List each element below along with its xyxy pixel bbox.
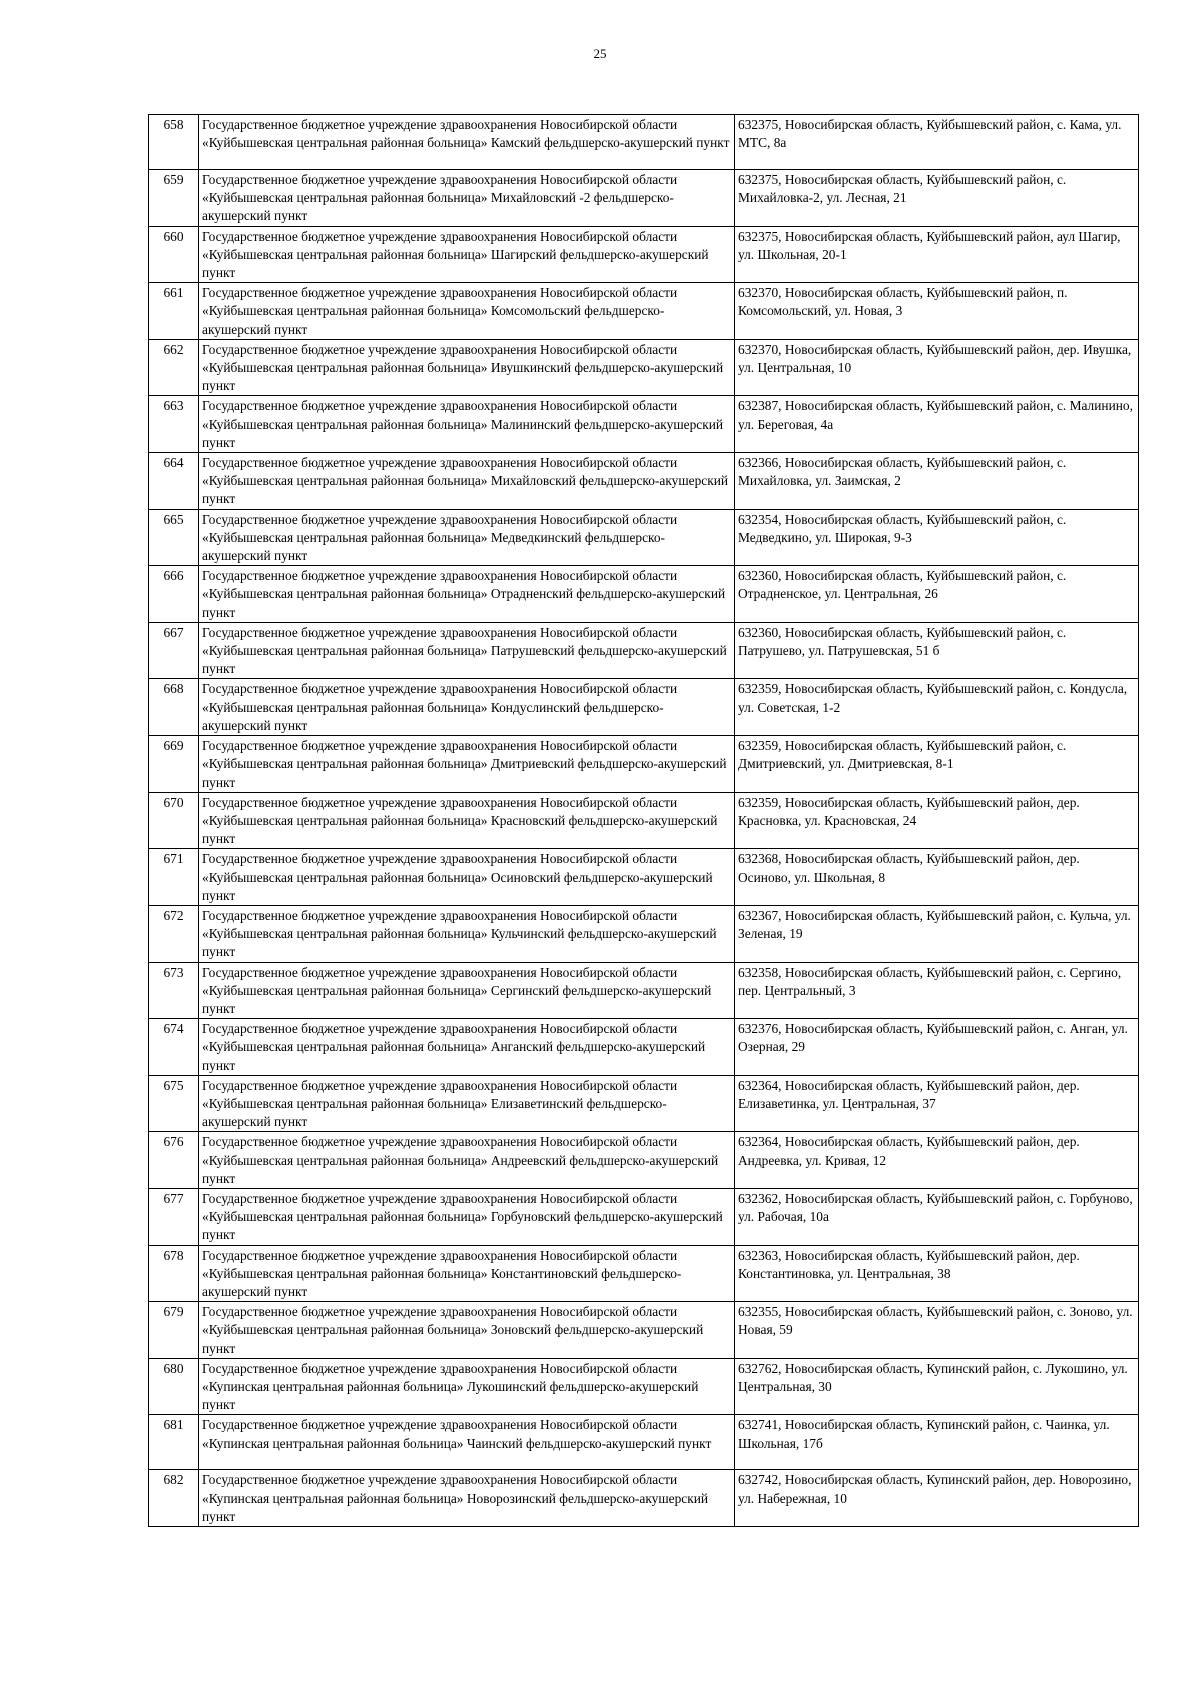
row-number-cell: 678	[149, 1245, 199, 1302]
address-cell: 632367, Новосибирская область, Куйбышевский район, с. Кульча, ул. Зеленая, 19	[735, 905, 1139, 962]
address-cell: 632366, Новосибирская область, Куйбышевский район, с. Михайловка, ул. Заимская, 2	[735, 453, 1139, 510]
institution-name-cell: Государственное бюджетное учреждение здравоохранения Новосибирской области «Куйбышевская центральная районная больница» Сергинский фельдшерско-акушерский пункт	[199, 962, 735, 1019]
row-number-cell: 675	[149, 1075, 199, 1132]
address-cell: 632362, Новосибирская область, Куйбышевский район, с. Горбуново, ул. Рабочая, 10а	[735, 1188, 1139, 1245]
row-number-cell: 681	[149, 1415, 199, 1470]
table-row	[149, 226, 1139, 283]
institution-name-cell: Государственное бюджетное учреждение здравоохранения Новосибирской области «Куйбышевская центральная районная больница» Зоновский фельдшерско-акушерский пункт	[199, 1302, 735, 1359]
row-number-cell: 677	[149, 1188, 199, 1245]
row-number-cell: 659	[149, 170, 199, 227]
institution-name-cell: Государственное бюджетное учреждение здравоохранения Новосибирской области «Куйбышевская центральная районная больница» Ивушкинский фельдшерско-акушерский пункт	[199, 339, 735, 396]
institution-name-cell: Государственное бюджетное учреждение здравоохранения Новосибирской области «Куйбышевская центральная районная больница» Михайловский фельдшерско-акушерский пункт	[199, 453, 735, 510]
institution-name-cell: Государственное бюджетное учреждение здравоохранения Новосибирской области «Купинская центральная районная больница» Лукошинский фельдшерско-акушерский пункт	[199, 1358, 735, 1415]
address-cell: 632376, Новосибирская область, Куйбышевский район, с. Анган, ул. Озерная, 29	[735, 1019, 1139, 1076]
address-cell: 632360, Новосибирская область, Куйбышевский район, с. Отрадненское, ул. Центральная, 26	[735, 566, 1139, 623]
row-number-cell: 669	[149, 736, 199, 793]
institution-name-cell: Государственное бюджетное учреждение здравоохранения Новосибирской области «Куйбышевская центральная районная больница» Горбуновский фельдшерско-акушерский пункт	[199, 1188, 735, 1245]
table-row	[149, 396, 1139, 453]
table-row	[149, 736, 1139, 793]
row-number-cell: 661	[149, 283, 199, 340]
address-cell: 632364, Новосибирская область, Куйбышевский район, дер. Елизаветинка, ул. Центральная, 37	[735, 1075, 1139, 1132]
institution-name-cell: Государственное бюджетное учреждение здравоохранения Новосибирской области «Куйбышевская центральная районная больница» Андреевский фельдшерско-акушерский пункт	[199, 1132, 735, 1189]
institution-name-cell: Государственное бюджетное учреждение здравоохранения Новосибирской области «Куйбышевская центральная районная больница» Константиновский фельдшерско-акушерский пункт	[199, 1245, 735, 1302]
institution-name-cell: Государственное бюджетное учреждение здравоохранения Новосибирской области «Куйбышевская центральная районная больница» Михайловский -2 фельдшерско-акушерский пункт	[199, 170, 735, 227]
table-row	[149, 509, 1139, 566]
row-number-cell: 663	[149, 396, 199, 453]
institution-name-cell: Государственное бюджетное учреждение здравоохранения Новосибирской области «Куйбышевская центральная районная больница» Медведкинский фельдшерско-акушерский пункт	[199, 509, 735, 566]
address-cell: 632358, Новосибирская область, Куйбышевский район, с. Сергино, пер. Центральный, 3	[735, 962, 1139, 1019]
address-cell: 632363, Новосибирская область, Куйбышевский район, дер. Константиновка, ул. Центральная, 38	[735, 1245, 1139, 1302]
table-row	[149, 849, 1139, 906]
table-row	[149, 339, 1139, 396]
table-row	[149, 170, 1139, 227]
address-cell: 632359, Новосибирская область, Куйбышевский район, с. Кондусла, ул. Советская, 1-2	[735, 679, 1139, 736]
address-cell: 632360, Новосибирская область, Куйбышевский район, с. Патрушево, ул. Патрушевская, 51 б	[735, 622, 1139, 679]
address-cell: 632762, Новосибирская область, Купинский район, с. Лукошино, ул. Центральная, 30	[735, 1358, 1139, 1415]
table-body	[149, 115, 1139, 1527]
row-number-cell: 667	[149, 622, 199, 679]
table-row	[149, 962, 1139, 1019]
institution-name-cell: Государственное бюджетное учреждение здравоохранения Новосибирской области «Куйбышевская центральная районная больница» Осиновский фельдшерско-акушерский пункт	[199, 849, 735, 906]
row-number-cell: 666	[149, 566, 199, 623]
table-row	[149, 792, 1139, 849]
row-number-cell: 674	[149, 1019, 199, 1076]
row-number-cell: 672	[149, 905, 199, 962]
institution-name-cell: Государственное бюджетное учреждение здравоохранения Новосибирской области «Куйбышевская центральная районная больница» Малининский фельдшерско-акушерский пункт	[199, 396, 735, 453]
institution-name-cell: Государственное бюджетное учреждение здравоохранения Новосибирской области «Куйбышевская центральная районная больница» Красновский фельдшерско-акушерский пункт	[199, 792, 735, 849]
table-row	[149, 115, 1139, 170]
row-number-cell: 680	[149, 1358, 199, 1415]
table-row	[149, 453, 1139, 510]
row-number-cell: 658	[149, 115, 199, 170]
address-cell: 632741, Новосибирская область, Купинский район, с. Чаинка, ул. Школьная, 17б	[735, 1415, 1139, 1470]
institution-name-cell: Государственное бюджетное учреждение здравоохранения Новосибирской области «Куйбышевская центральная районная больница» Дмитриевский фельдшерско-акушерский пункт	[199, 736, 735, 793]
institution-name-cell: Государственное бюджетное учреждение здравоохранения Новосибирской области «Куйбышевская центральная районная больница» Патрушевский фельдшерско-акушерский пункт	[199, 622, 735, 679]
table-row	[149, 283, 1139, 340]
table-row	[149, 1245, 1139, 1302]
address-cell: 632387, Новосибирская область, Куйбышевский район, с. Малинино, ул. Береговая, 4а	[735, 396, 1139, 453]
table-row	[149, 566, 1139, 623]
row-number-cell: 664	[149, 453, 199, 510]
address-cell: 632354, Новосибирская область, Куйбышевский район, с. Медведкино, ул. Широкая, 9-3	[735, 509, 1139, 566]
table-row	[149, 1302, 1139, 1359]
row-number-cell: 682	[149, 1470, 199, 1527]
institution-name-cell: Государственное бюджетное учреждение здравоохранения Новосибирской области «Куйбышевская центральная районная больница» Кондуслинский фельдшерско-акушерский пункт	[199, 679, 735, 736]
table-row	[149, 1470, 1139, 1527]
institution-name-cell: Государственное бюджетное учреждение здравоохранения Новосибирской области «Куйбышевская центральная районная больница» Елизаветинский фельдшерско-акушерский пункт	[199, 1075, 735, 1132]
address-cell: 632355, Новосибирская область, Куйбышевский район, с. Зоново, ул. Новая, 59	[735, 1302, 1139, 1359]
institutions-table	[148, 114, 1139, 1527]
address-cell: 632375, Новосибирская область, Куйбышевский район, с. Кама, ул. МТС, 8а	[735, 115, 1139, 170]
table-row	[149, 1019, 1139, 1076]
table-row	[149, 1415, 1139, 1470]
row-number-cell: 679	[149, 1302, 199, 1359]
address-cell: 632375, Новосибирская область, Куйбышевский район, аул Шагир, ул. Школьная, 20-1	[735, 226, 1139, 283]
institution-name-cell: Государственное бюджетное учреждение здравоохранения Новосибирской области «Куйбышевская центральная районная больница» Анганский фельдшерско-акушерский пункт	[199, 1019, 735, 1076]
address-cell: 632359, Новосибирская область, Куйбышевский район, с. Дмитриевский, ул. Дмитриевская, 8-1	[735, 736, 1139, 793]
table-row	[149, 1075, 1139, 1132]
table-row	[149, 905, 1139, 962]
row-number-cell: 676	[149, 1132, 199, 1189]
institution-name-cell: Государственное бюджетное учреждение здравоохранения Новосибирской области «Куйбышевская центральная районная больница» Шагирский фельдшерско-акушерский пункт	[199, 226, 735, 283]
table-row	[149, 1188, 1139, 1245]
table-row	[149, 1358, 1139, 1415]
address-cell: 632370, Новосибирская область, Куйбышевский район, п. Комсомольский, ул. Новая, 3	[735, 283, 1139, 340]
institution-name-cell: Государственное бюджетное учреждение здравоохранения Новосибирской области «Куйбышевская центральная районная больница» Отрадненский фельдшерско-акушерский пункт	[199, 566, 735, 623]
row-number-cell: 660	[149, 226, 199, 283]
table-row	[149, 679, 1139, 736]
address-cell: 632359, Новосибирская область, Куйбышевский район, дер. Красновка, ул. Красновская, 24	[735, 792, 1139, 849]
row-number-cell: 668	[149, 679, 199, 736]
address-cell: 632370, Новосибирская область, Куйбышевский район, дер. Ивушка, ул. Центральная, 10	[735, 339, 1139, 396]
institution-name-cell: Государственное бюджетное учреждение здравоохранения Новосибирской области «Куйбышевская центральная районная больница» Кульчинский фельдшерско-акушерский пункт	[199, 905, 735, 962]
table-row	[149, 622, 1139, 679]
row-number-cell: 671	[149, 849, 199, 906]
row-number-cell: 670	[149, 792, 199, 849]
row-number-cell: 665	[149, 509, 199, 566]
address-cell: 632742, Новосибирская область, Купинский район, дер. Новорозино, ул. Набережная, 10	[735, 1470, 1139, 1527]
address-cell: 632375, Новосибирская область, Куйбышевский район, с. Михайловка-2, ул. Лесная, 21	[735, 170, 1139, 227]
institution-name-cell: Государственное бюджетное учреждение здравоохранения Новосибирской области «Куйбышевская центральная районная больница» Комсомольский фельдшерско-акушерский пункт	[199, 283, 735, 340]
address-cell: 632368, Новосибирская область, Куйбышевский район, дер. Осиново, ул. Школьная, 8	[735, 849, 1139, 906]
row-number-cell: 662	[149, 339, 199, 396]
institution-name-cell: Государственное бюджетное учреждение здравоохранения Новосибирской области «Купинская центральная районная больница» Чаинский фельдшерско-акушерский пункт	[199, 1415, 735, 1470]
page-number: 25	[593, 46, 607, 61]
row-number-cell: 673	[149, 962, 199, 1019]
institution-name-cell: Государственное бюджетное учреждение здравоохранения Новосибирской области «Куйбышевская центральная районная больница» Камский фельдшерско-акушерский пункт	[199, 115, 735, 170]
table-row	[149, 1132, 1139, 1189]
institution-name-cell: Государственное бюджетное учреждение здравоохранения Новосибирской области «Купинская центральная районная больница» Новорозинский фельдшерско-акушерский пункт	[199, 1470, 735, 1527]
address-cell: 632364, Новосибирская область, Куйбышевский район, дер. Андреевка, ул. Кривая, 12	[735, 1132, 1139, 1189]
